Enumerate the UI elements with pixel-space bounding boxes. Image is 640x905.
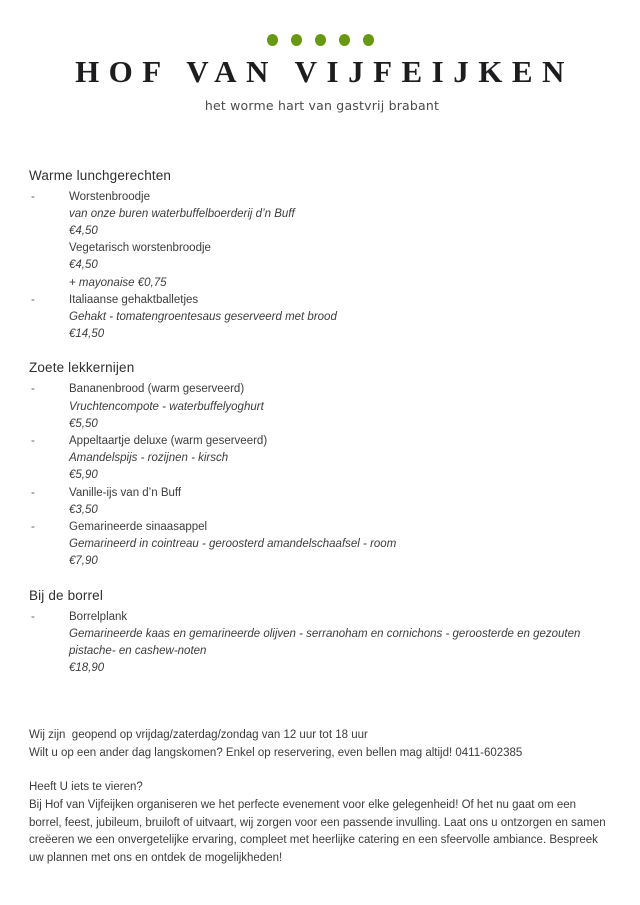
menu-item-name: Appeltaartje deluxe (warm geserveerd) [69,434,268,447]
menu-item-price: €14,50 [69,328,105,341]
menu-item-extra-line: Vegetarisch worstenbroodje [69,242,211,255]
events-paragraph: Bij Hof van Vijfeijken organiseren we het perfecte evenement voor elke gelegenheid! Of het nu gaat om een borrel, feest, jubileum, bruiloft of uitvaart, wij zorgen voor een passende invulling. Laat ons u ontzorgen en samen creëeren we een onvergetelijke ervaring, compleet met heerlijke catering en een sfeervolle ambiance. Bespreek uw plannen met ons en ontdek de mogelijkheden! [29,798,606,865]
menu-item-price: €5,50 [69,417,98,430]
menu-footer [0,727,640,868]
menu-item-bullet: - [31,434,35,447]
menu-item-name: Borrelplank [69,610,128,623]
menu-content [0,168,640,678]
menu-item-body [69,292,611,344]
menu-item-price: €7,90 [69,555,98,568]
menu-item-description: van onze buren waterbuffelboerderij d’n Buff [69,207,295,220]
logo-dot [339,34,350,46]
menu-item-name: Italiaanse gehaktballetjes [69,293,199,306]
menu-item-description: Vruchtencompote - waterbuffelyoghurt [69,400,264,413]
menu-item-extra-line: + mayonaise €0,75 [69,276,167,289]
menu-item [29,189,611,292]
opening-hours-line: Wij zijn geopend op vrijdag/zaterdag/zondag van 12 uur tot 18 uur [29,729,368,742]
logo-dots-row [0,34,640,46]
menu-item-bullet: - [31,610,35,623]
footer-spacer [29,763,611,779]
menu-section [29,360,611,570]
menu-item-bullet: - [31,293,35,306]
menu-item [29,381,611,433]
menu-item [29,433,611,485]
menu-item-price: €18,90 [69,662,105,675]
restaurant-logo [0,0,640,113]
restaurant-wordmark: HOF VAN VIJFEIJKEN [75,54,574,89]
logo-dot [291,34,302,46]
menu-item [29,609,611,678]
menu-item-description: Gehakt - tomatengroentesaus geserveerd met brood [69,310,337,323]
menu-item-name: Gemarineerde sinaasappel [69,521,208,533]
menu-item-bullet: - [31,190,35,203]
menu-item-extra-line: €4,50 [69,259,98,272]
menu-item-body [69,381,611,433]
menu-item-name: Bananenbrood (warm geserveerd) [69,383,245,396]
menu-section [29,588,611,678]
section-title: Bij de borrel [29,587,103,603]
menu-section [29,168,611,344]
menu-item-bullet: - [31,383,35,396]
menu-item-description: Gemarineerde kaas en gemarineerde olijven - serranoham en cornichons - geroosterde en gezouten pistache- en cashew-noten [69,627,584,658]
menu-item-price: €4,50 [69,224,98,237]
restaurant-tagline: het worme hart van gastvrij brabant [204,97,440,113]
section-title: Zoete lekkernijen [29,360,135,376]
menu-item-price: €5,90 [69,469,98,482]
logo-dot [267,34,278,46]
menu-item [29,292,611,344]
menu-item [29,485,611,519]
menu-item [29,519,611,571]
menu-item-bullet: - [31,486,35,499]
menu-item-body [69,485,611,519]
menu-item-price: €3,50 [69,503,98,516]
reservation-line: Wilt u op een ander dag langskomen? Enkel op reservering, even bellen mag altijd! 0411-602385 [29,747,523,760]
section-title: Warme lunchgerechten [29,167,172,183]
logo-dot [363,34,374,46]
celebrate-heading: Heeft U iets te vieren? [29,781,143,794]
menu-item-name: Vanille-ijs van d’n Buff [69,486,182,499]
menu-item-bullet: - [31,521,35,533]
menu-item-description: Gemarineerd in cointreau - geroosterd amandelschaafsel - room [69,538,397,551]
menu-item-name: Worstenbroodje [69,190,150,203]
menu-item-description: Amandelspijs - rozijnen - kirsch [69,452,229,465]
menu-item-body [69,609,611,678]
menu-item-body [69,519,611,571]
logo-dot [315,34,326,46]
menu-item-body [69,433,611,485]
menu-item-body [69,189,611,292]
